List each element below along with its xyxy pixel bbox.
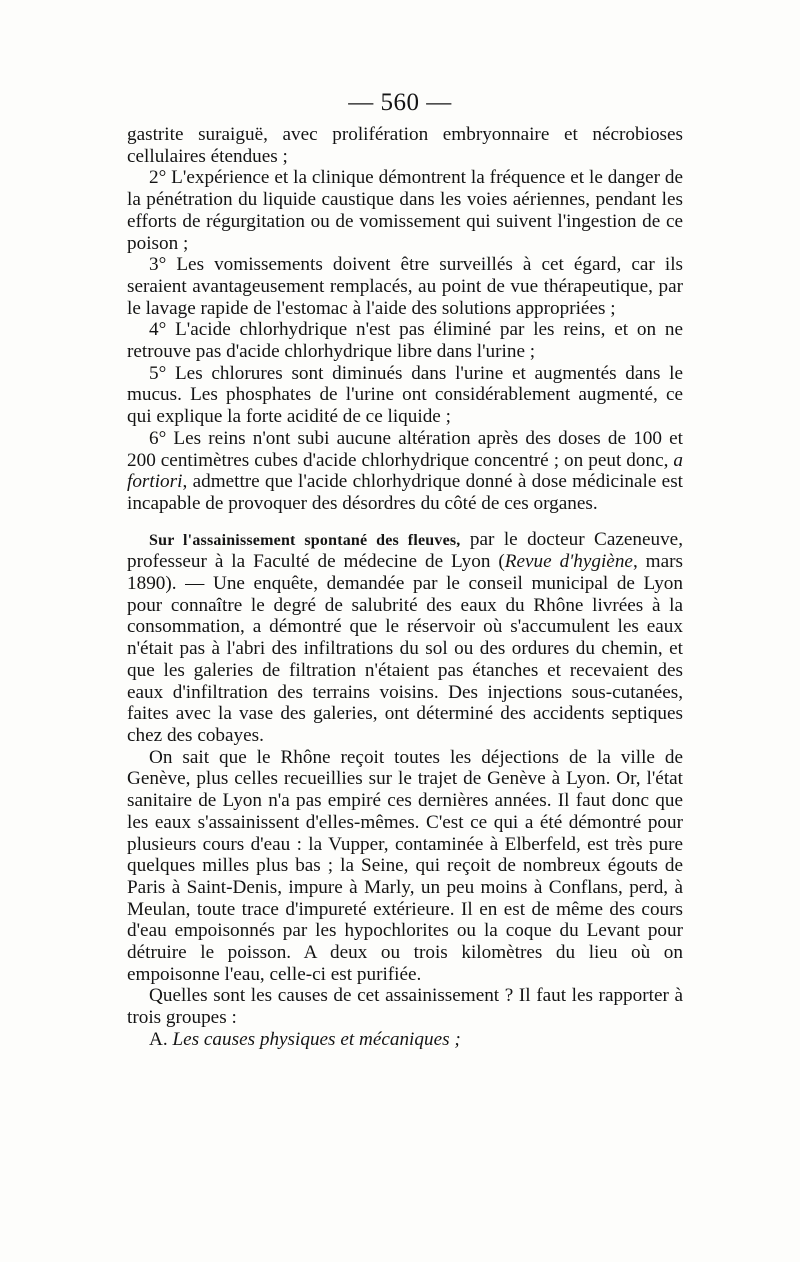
paragraph-causes: Quelles sont les causes de cet assainissement ? Il faut les rapporter à trois groupes : [127, 985, 683, 1029]
paragraph-point-5: 5° Les chlorures sont diminués dans l'urine et augmentés dans le mucus. Les phosphates de l'urine ont considérablement augmenté, ce qui explique la forte acidité de ce liquide ; [127, 362, 683, 428]
section-heading-lead: Sur l'assainissement spontané des fleuves, [149, 531, 461, 549]
journal-title: Revue d'hygiène [504, 551, 633, 573]
paragraph-point-6-text-b: , admettre que l'acide chlorhydrique donné à dose médicinale est incapable de provoquer des désordres du côté de ces organes. [127, 471, 683, 514]
paragraph-point-2: 2° L'expérience et la clinique démontrent la fréquence et le danger de la pénétration du liquide caustique dans les voies aériennes, pendant les efforts de régurgitation ou de vomissement qui suivent l'ingestion de ce poison ; [127, 167, 683, 254]
section-text-b: , mars 1890). — Une enquête, demandée par le conseil municipal de Lyon pour connaître le degré de salubrité des eaux du Rhône livrées à la consommation, a démontré que le réservoir où s'accumulent les eaux n'était pas à l'abri des infiltrations du sol ou des ordures du chemin, et que les galeries de filtration n'étaient pas étanches et recevaient des eaux d'infiltration des terrains voisins. Des injections sous-cutanées, faites avec la vase des galeries, ont déterminé des accidents septiques chez des cobayes. [127, 551, 683, 746]
italic-a-fortiori: a fortiori [127, 449, 683, 493]
section-assainissement-fleuves [127, 529, 683, 747]
cause-a-letter: A. [149, 1028, 173, 1050]
cause-a-italic: Les causes physiques et mécaniques ; [172, 1028, 461, 1050]
paragraph-point-3: 3° Les vomissements doivent être surveillés à cet égard, car ils seraient avantageusement remplacés, au point de vue thérapeutique, par le lavage rapide de l'estomac à l'aide des solutions appropriées ; [127, 254, 683, 319]
paragraph-point-6-text-a: 6° Les reins n'ont subi aucune altération après des doses de 100 et 200 centimètres cubes d'acide chlorhydrique concentré ; on peut donc, [127, 427, 683, 471]
paragraph-rhone: On sait que le Rhône reçoit toutes les déjections de la ville de Genève, plus celles recueillies sur le trajet de Genève à Lyon. Or, l'état sanitaire de Lyon n'a pas empiré ces dernières années. Il faut donc que les eaux s'assainissent d'elles-mêmes. C'est ce qui a été démontré pour plusieurs cours d'eau : la Vupper, contaminée à Elberfeld, est très pure quelques milles plus bas ; la Seine, qui reçoit de nombreux égouts de Paris à Saint-Denis, impure à Marly, un peu moins à Conflans, perd, à Meulan, toute trace d'impureté extérieure. Il en est de même des cours d'eau empoisonnés par les hypochlorites ou la coque du Levant pour détruire le poisson. A deux ou trois kilomètres du lieu où on empoisonne l'eau, celle-ci est purifiée. [127, 746, 683, 985]
paragraph-point-4: 4° L'acide chlorhydrique n'est pas éliminé par les reins, et on ne retrouve pas d'acide chlorhydrique libre dans l'urine ; [127, 319, 683, 363]
body-text [127, 124, 683, 1051]
paragraph-continuation: gastrite suraiguë, avec prolifération embryonnaire et nécrobioses cellulaires étendues ; [127, 124, 683, 167]
section-text-a: par le docteur Cazeneuve, professeur à la Faculté de médecine de Lyon ( [127, 528, 683, 573]
page-number: — 560 — [348, 89, 452, 116]
paragraph-cause-a [127, 1029, 683, 1051]
paragraph-point-6 [127, 428, 683, 515]
